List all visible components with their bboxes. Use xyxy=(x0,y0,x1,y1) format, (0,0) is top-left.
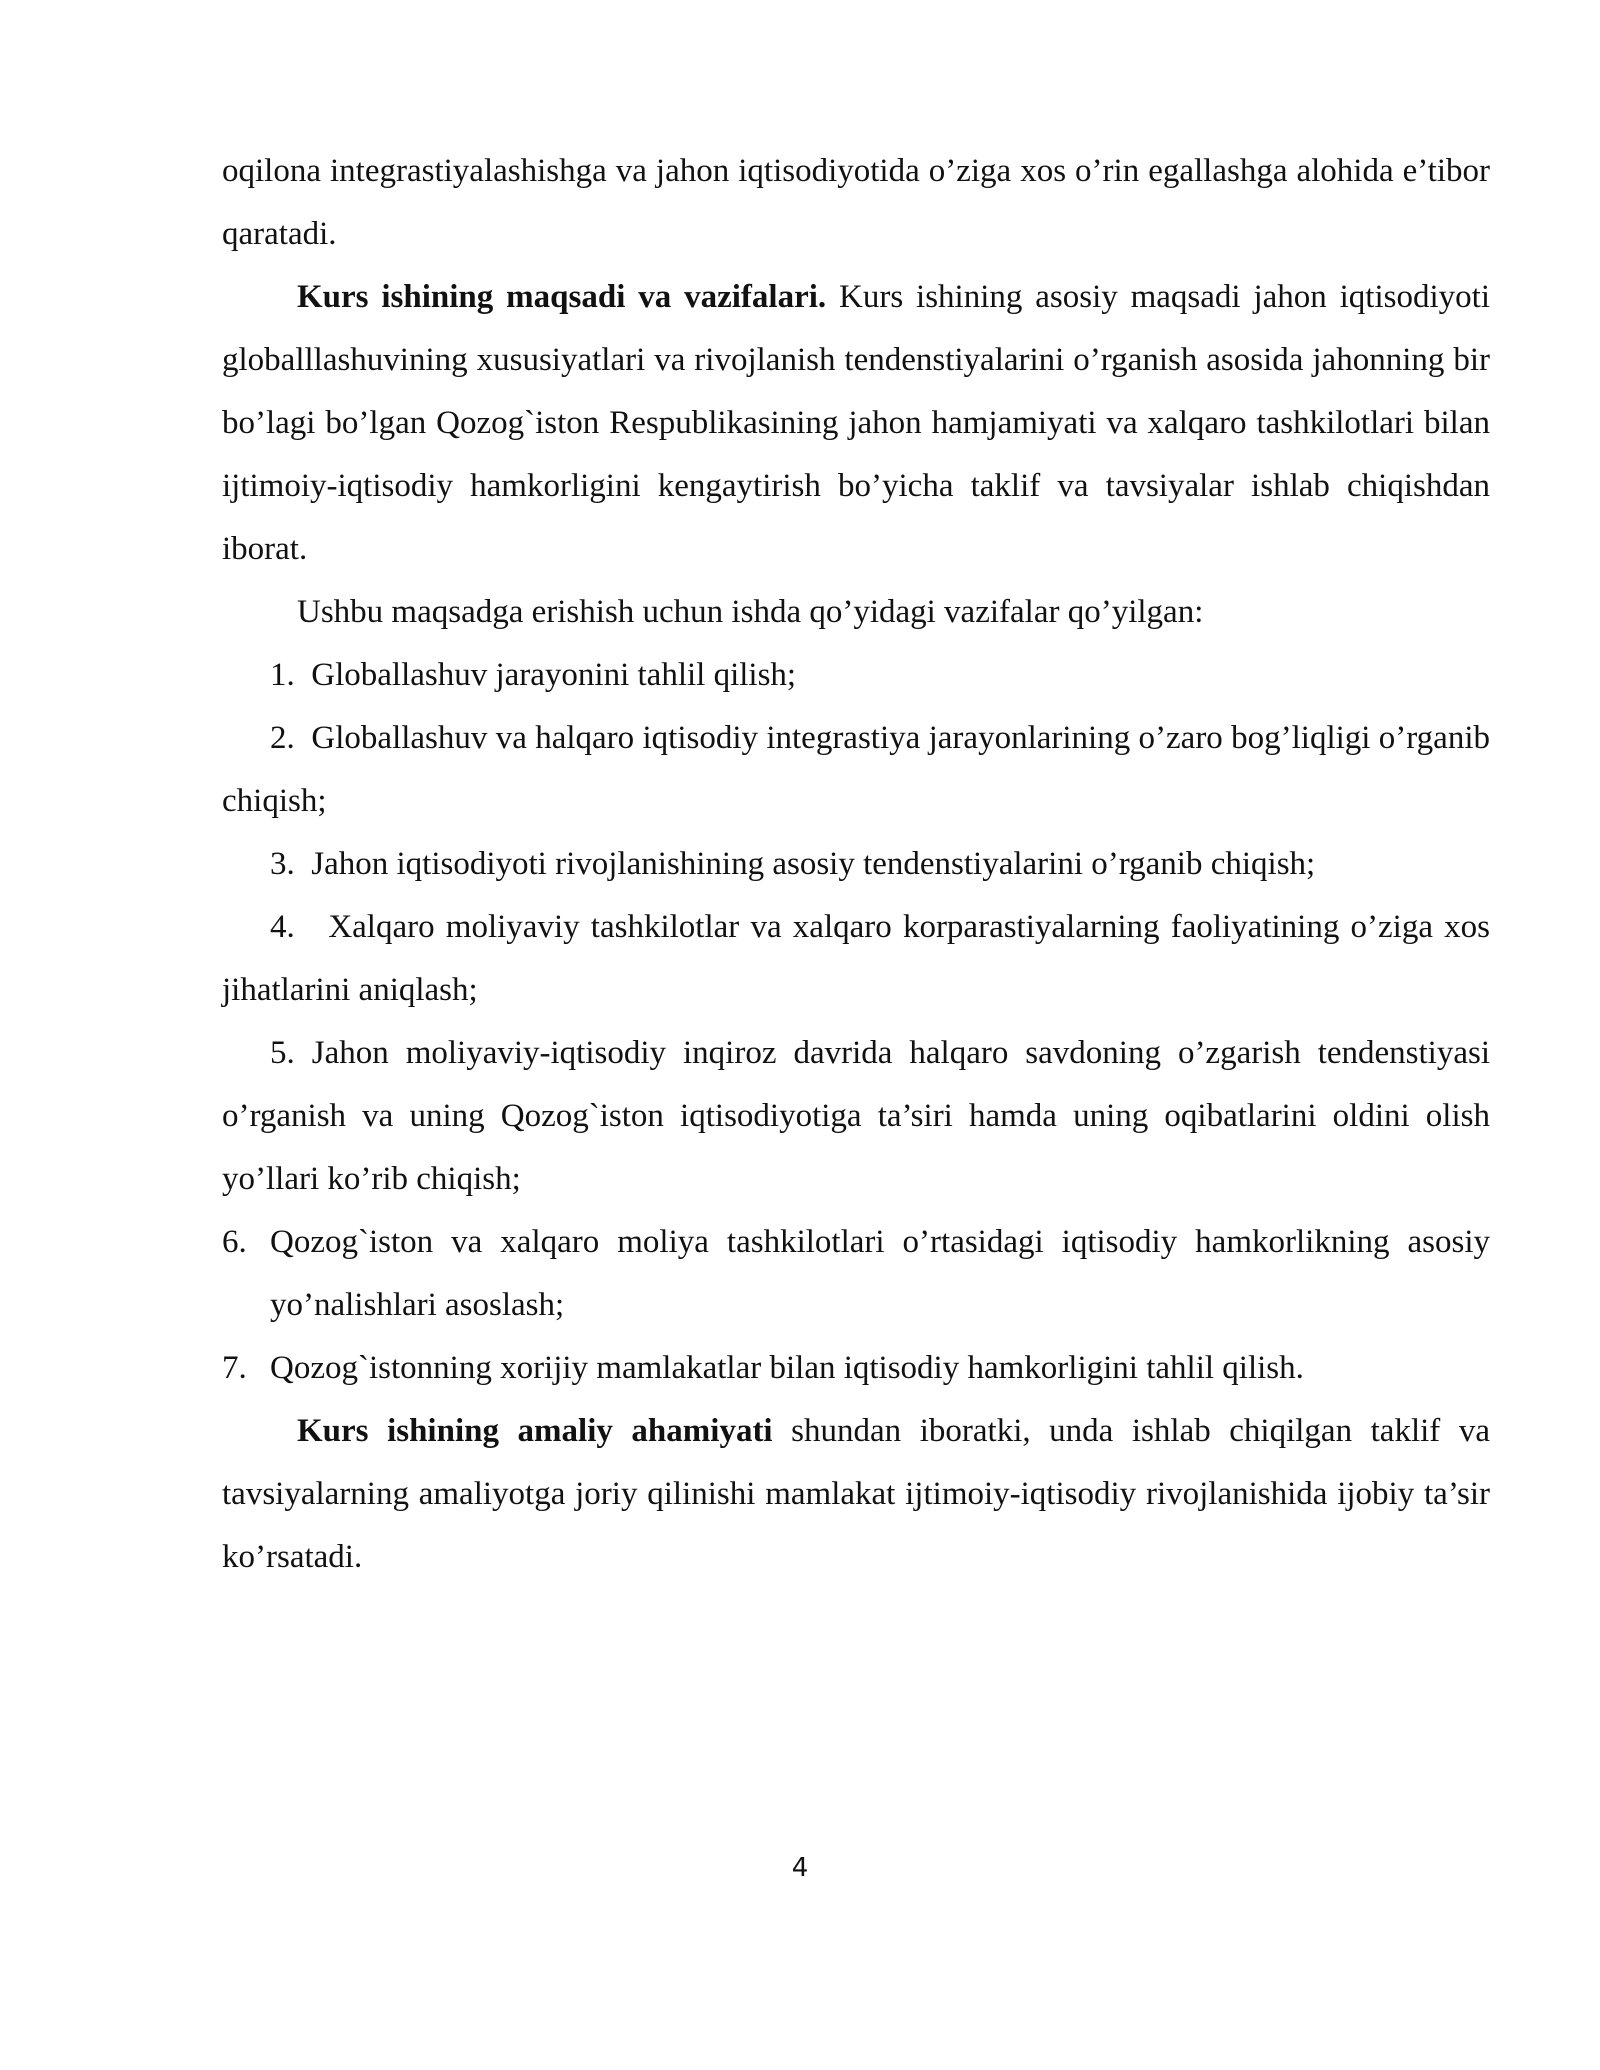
list-item-text: Qozog`istonning xorijiy mamlakatlar bilan iqtisodiy hamkorligini tahlil qilish. xyxy=(270,1350,1304,1386)
list-item-text: Qozog`iston va xalqaro moliya tashkilotlari o’rtasidagi iqtisodiy hamkorlikning asosiy yo’nalishlari asoslash; xyxy=(270,1224,1490,1323)
list-item-number: 3. xyxy=(270,846,295,882)
paragraph-intro-text: oqilona integrastiyalashishga va jahon iqtisodiyotida o’ziga xos o’rin egallashga alohida e’tibor qaratadi. xyxy=(222,153,1490,252)
list-item xyxy=(222,644,1490,707)
paragraph-significance xyxy=(222,1400,1490,1589)
paragraph-tasks-intro-text: Ushbu maqsadga erishish uchun ishda qo’yidagi vazifalar qo’yilgan: xyxy=(297,594,1204,630)
page-number: 4 xyxy=(791,1853,809,1883)
list-item xyxy=(222,896,1490,1022)
list-item-text: Jahon iqtisodiyoti rivojlanishining asosiy tendenstiyalarini o’rganib chiqish; xyxy=(311,846,1316,882)
list-item xyxy=(222,833,1490,896)
list-item-number: 5. xyxy=(270,1035,295,1071)
section-heading-goals: Kurs ishining maqsadi va vazifalari. xyxy=(297,279,827,315)
list-item-number: 6. xyxy=(222,1224,247,1260)
paragraph-significance-text: shundan iboratki, unda ishlab chiqilgan taklif va tavsiyalarning amaliyotga joriy qilinishi mamlakat ijtimoiy-iqtisodiy rivojlanishida ijobiy ta’sir ko’rsatadi. xyxy=(222,1413,1490,1575)
paragraph-tasks-intro xyxy=(222,581,1490,644)
section-heading-significance: Kurs ishining amaliy ahamiyati xyxy=(297,1413,773,1449)
list-item-number: 4. xyxy=(270,909,295,945)
list-item-text: Globallashuv jarayonini tahlil qilish; xyxy=(311,657,797,693)
page-body xyxy=(222,140,1490,1589)
list-item xyxy=(222,1337,1490,1400)
list-item xyxy=(222,1022,1490,1211)
list-item-number: 2. xyxy=(270,720,295,756)
paragraph-intro xyxy=(222,140,1490,266)
list-item-text: Globallashuv va halqaro iqtisodiy integrastiya jarayonlarining o’zaro bog’liqligi o’rganib chiqish; xyxy=(222,720,1491,819)
paragraph-goals xyxy=(222,266,1490,581)
paragraph-goals-text: Kurs ishining asosiy maqsadi jahon iqtisodiyoti globalllashuvining xususiyatlari va rivojlanish tendenstiyalarini o’rganish asosida jahonning bir bo’lagi bo’lgan Qozog`iston Respublikasining jahon hamjamiyati va xalqaro tashkilotlari bilan ijtimoiy-iqtisodiy hamkorligini kengaytirish bo’yicha taklif va tavsiyalar ishlab chiqishdan iborat. xyxy=(222,279,1490,567)
list-item-number: 7. xyxy=(222,1350,247,1386)
list-item xyxy=(222,707,1490,833)
list-item xyxy=(222,1211,1490,1337)
list-item-number: 1. xyxy=(270,657,295,693)
list-item-text: Jahon moliyaviy-iqtisodiy inqiroz davrida halqaro savdoning o’zgarish tendenstiyasi o’rganish va uning Qozog`iston iqtisodiyotiga ta’siri hamda uning oqibatlarini oldini olish yo’llari ko’rib chiqish; xyxy=(222,1035,1491,1197)
list-item-text: Xalqaro moliyaviy tashkilotlar va xalqaro korparastiyalarning faoliyatining o’ziga xos jihatlarini aniqlash; xyxy=(222,909,1491,1008)
